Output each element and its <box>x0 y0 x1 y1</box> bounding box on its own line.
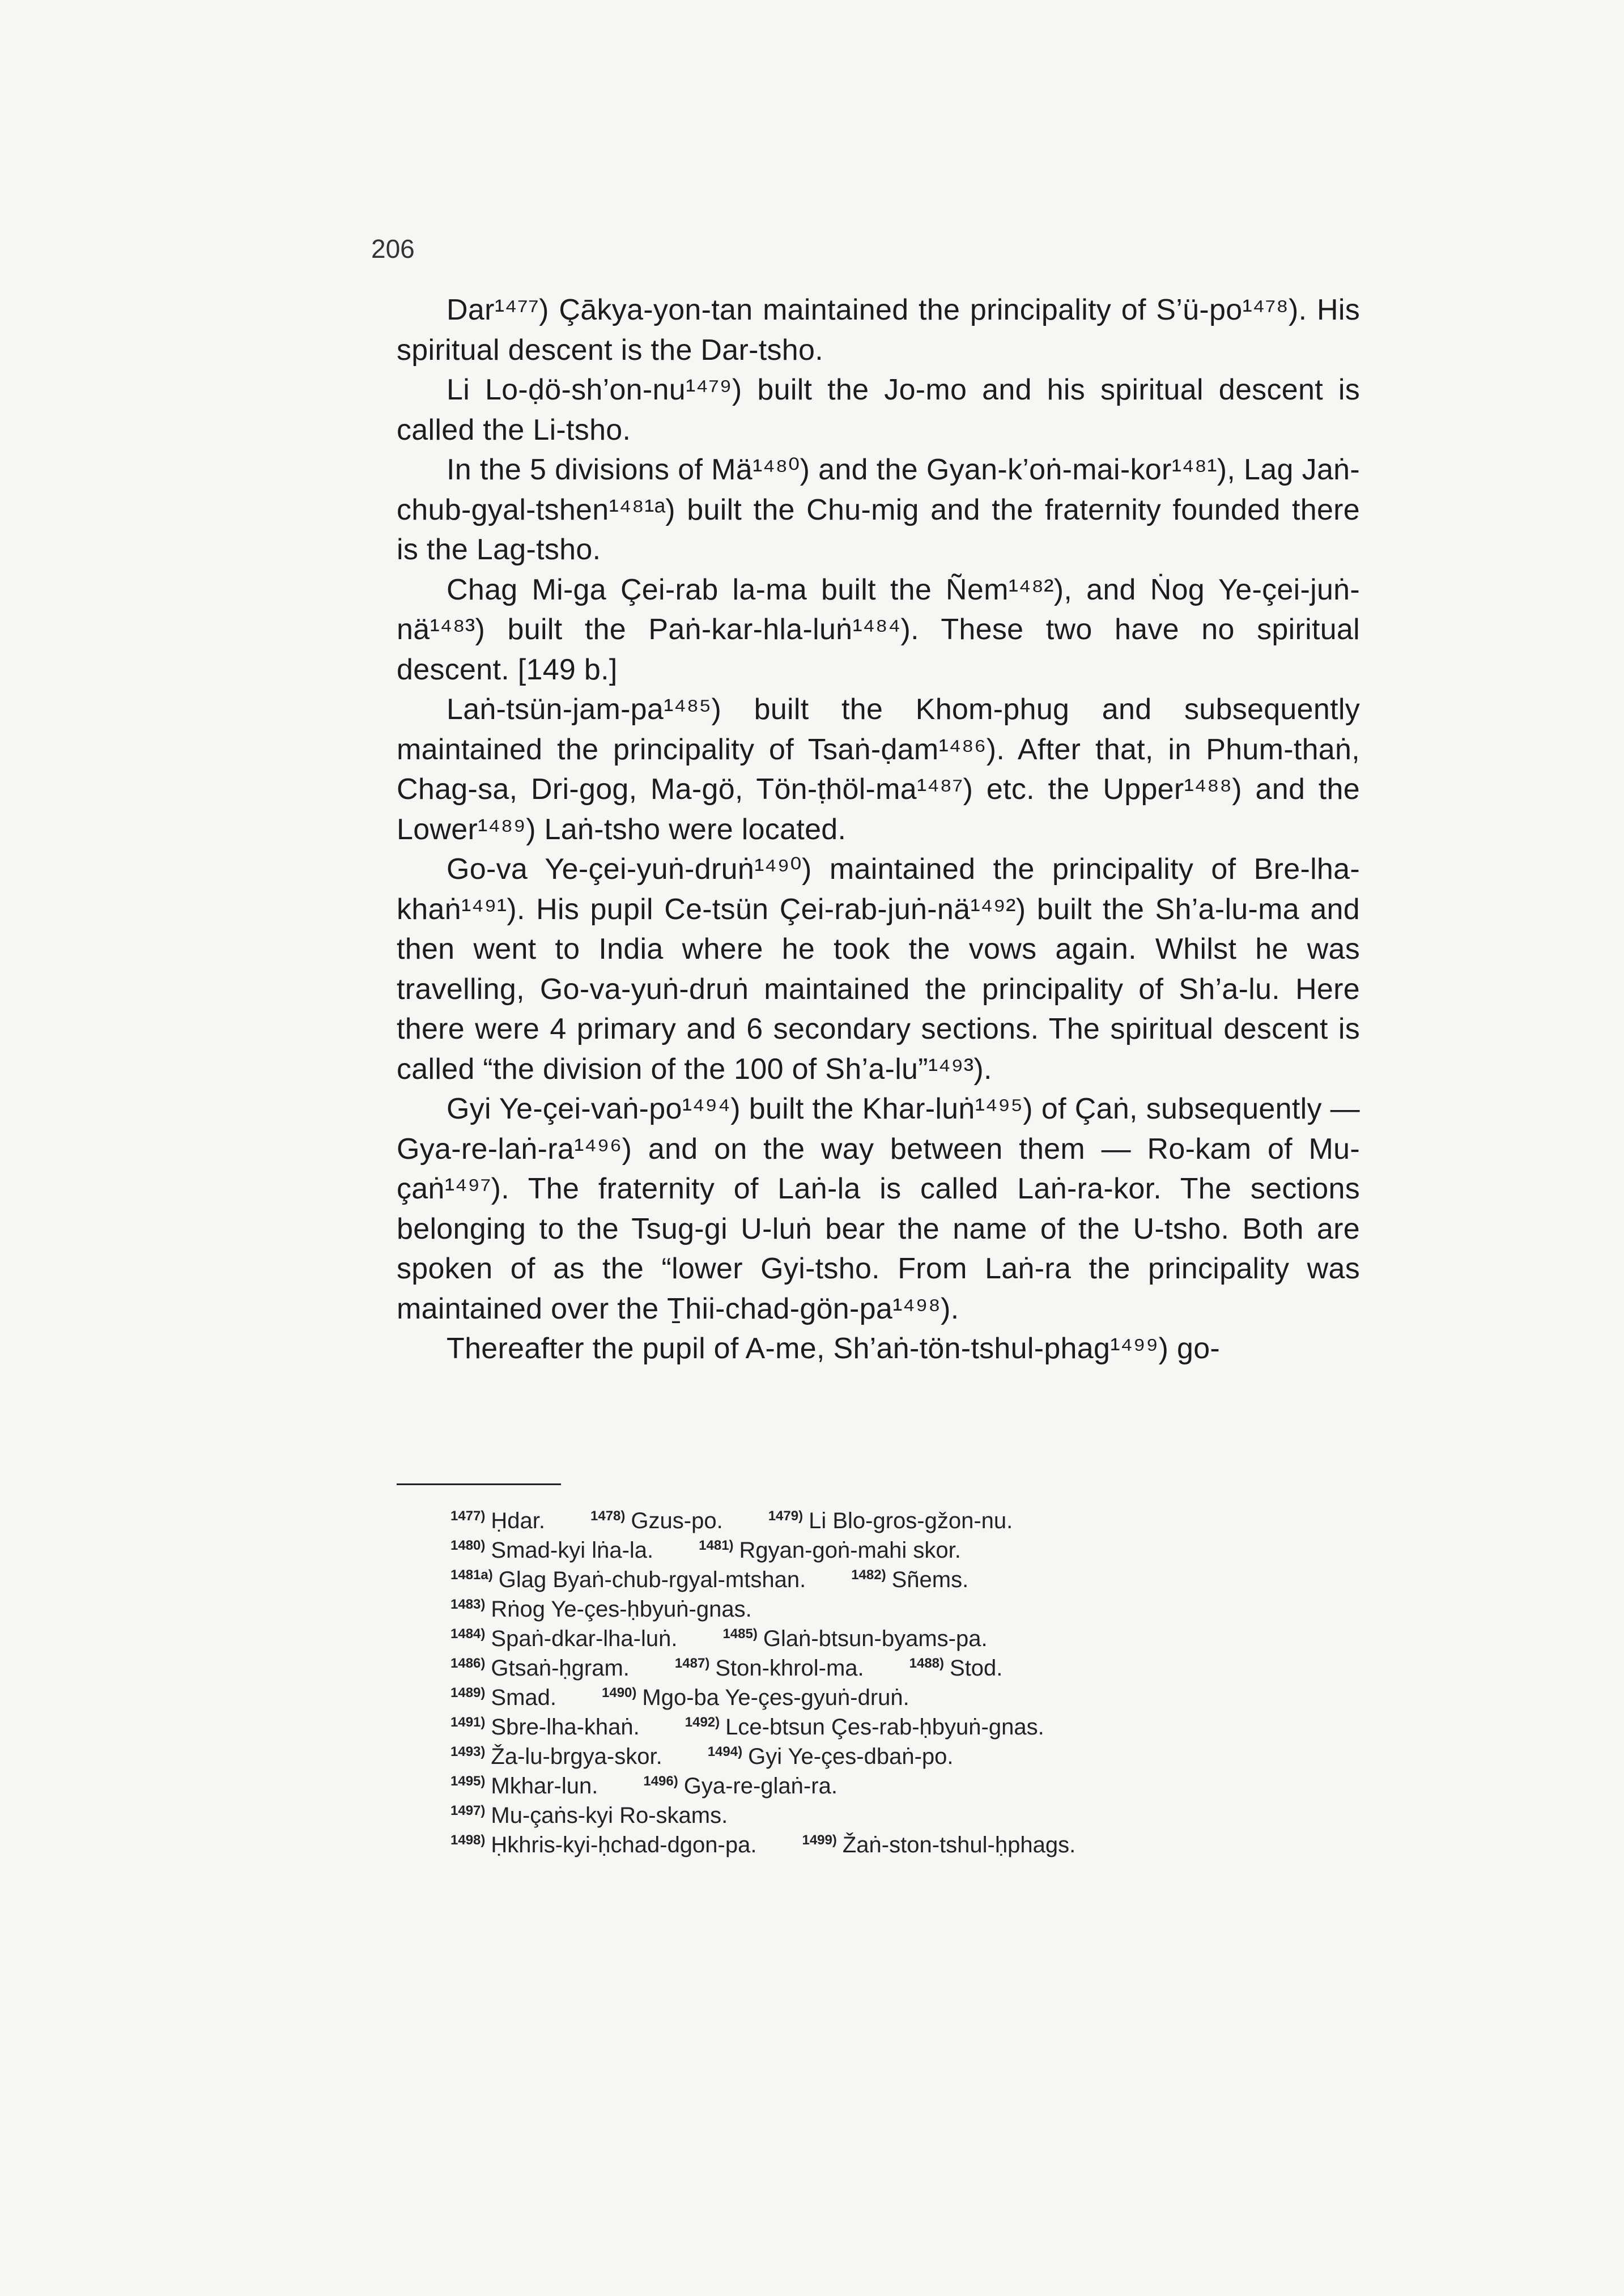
footnote-text: Mgo-ba Ye-çes-gyuṅ-druṅ. <box>642 1685 909 1710</box>
footnote-line <box>450 1649 1334 1681</box>
footnote-number: 1495) <box>450 1774 486 1789</box>
footnote-text: Mu-çaṅs-kyi Ro-skams. <box>491 1803 728 1828</box>
footnote-text: Smad-kyi lṅa-la. <box>491 1538 654 1563</box>
footnote <box>722 1619 987 1653</box>
footnote-text: Mkhar-lun. <box>491 1774 598 1798</box>
footnote-line <box>450 1826 1334 1855</box>
footnote <box>590 1502 723 1536</box>
paragraph: Dar¹⁴⁷⁷) Çākya-yon-tan maintained the principality of S’ü-po¹⁴⁷⁸). His spiritual descent is the Dar-tsho. <box>397 294 1360 367</box>
footnotes <box>450 1502 1334 1855</box>
footnote-text: Ḥdar. <box>491 1508 545 1533</box>
footnote <box>450 1561 806 1595</box>
footnote-text: Gya-re-glaṅ-ra. <box>683 1774 837 1798</box>
footnote-text: Li Blo-gros-gžon-nu. <box>809 1508 1013 1533</box>
body-text <box>397 290 1360 1369</box>
footnote <box>802 1826 1075 1860</box>
footnote <box>699 1531 961 1565</box>
paragraph: Li Lo-ḍö-sh’on-nu¹⁴⁷⁹) built the Jo-mo and his spiritual descent is called the Li-tsho. <box>397 373 1360 447</box>
paragraph: Chag Mi-ga Çei-rab la-ma built the Ñem¹⁴⁸²), and Ṅog Ye-çei-juṅ-nä¹⁴⁸³) built the Paṅ-kar-hla-luṅ¹⁴⁸⁴). These two have no spiritual descent. [149 b.] <box>397 573 1360 686</box>
footnote-number: 1484) <box>450 1626 486 1642</box>
footnote <box>450 1619 677 1653</box>
footnote <box>450 1796 728 1830</box>
footnote <box>851 1561 968 1595</box>
footnote-number: 1494) <box>707 1744 743 1759</box>
footnote <box>643 1767 837 1801</box>
footnote <box>602 1678 909 1712</box>
footnote-text: Gyi Ye-çes-dbaṅ-po. <box>748 1744 954 1769</box>
footnote-number: 1483) <box>450 1597 486 1612</box>
footnote-number: 1499) <box>802 1832 837 1848</box>
footnote-number: 1498) <box>450 1832 486 1848</box>
footnote-line <box>450 1678 1334 1708</box>
footnote-text: Gtsaṅ-ḥgram. <box>491 1656 630 1681</box>
footnote-number: 1481a) <box>450 1567 493 1583</box>
footnote-number: 1485) <box>722 1626 758 1642</box>
footnote-line <box>450 1708 1334 1740</box>
footnote-number: 1478) <box>590 1508 626 1524</box>
footnote-text: Gzus-po. <box>631 1508 723 1533</box>
footnote-line <box>450 1502 1334 1531</box>
footnote-text: Lce-btsun Çes-rab-ḥbyuṅ-gnas. <box>725 1715 1044 1740</box>
footnote-text: Glag Byaṅ-chub-rgyal-mtshan. <box>498 1567 806 1592</box>
footnote-number: 1493) <box>450 1744 486 1759</box>
footnote <box>450 1649 630 1683</box>
footnote-number: 1488) <box>909 1656 945 1671</box>
footnote <box>450 1767 598 1801</box>
footnote-line <box>450 1737 1334 1767</box>
footnote-number: 1482) <box>851 1567 886 1583</box>
footnote-number: 1477) <box>450 1508 486 1524</box>
footnote-number: 1481) <box>699 1538 734 1553</box>
footnote-text: Smad. <box>491 1685 556 1710</box>
footnote <box>450 1708 640 1742</box>
paragraph: Thereafter the pupil of A-me, Sh’aṅ-tön-tshul-phag¹⁴⁹⁹) go- <box>447 1332 1221 1365</box>
footnote-text: Sñems. <box>891 1567 969 1592</box>
footnote-number: 1489) <box>450 1685 486 1700</box>
footnote-line <box>450 1561 1334 1590</box>
footnote-number: 1487) <box>674 1656 710 1671</box>
footnote-text: Ža-lu-brgya-skor. <box>491 1744 662 1769</box>
page-number: 206 <box>371 234 415 263</box>
footnote-number: 1490) <box>602 1685 637 1700</box>
footnote <box>909 1649 1003 1683</box>
footnote <box>450 1590 752 1624</box>
footnote-text: Sbre-lha-khaṅ. <box>491 1715 640 1740</box>
footnote-number: 1486) <box>450 1656 486 1671</box>
footnote-divider <box>397 1483 561 1485</box>
footnote-number: 1497) <box>450 1803 486 1818</box>
footnote-text: Rgyan-goṅ-mahi skor. <box>739 1538 961 1563</box>
footnote-text: Rṅog Ye-çes-ḥbyuṅ-gnas. <box>491 1597 752 1622</box>
footnote <box>708 1737 954 1771</box>
footnote-text: Stod. <box>950 1656 1003 1681</box>
footnote-number: 1492) <box>685 1715 720 1730</box>
footnote <box>450 1531 653 1565</box>
footnote <box>768 1502 1013 1536</box>
footnote <box>450 1502 545 1536</box>
footnote-number: 1480) <box>450 1538 486 1553</box>
footnote <box>675 1649 864 1683</box>
footnote-text: Žaṅ-ston-tshul-ḥphags. <box>842 1832 1076 1857</box>
footnote <box>685 1708 1044 1742</box>
paragraph: Laṅ-tsün-jam-pa¹⁴⁸⁵) built the Khom-phug and subsequently maintained the principality of Tsaṅ-ḍam¹⁴⁸⁶). After that, in Phum-thaṅ, Chag-sa, Dri-gog, Ma-gö, Tön-ṭhöl-ma¹⁴⁸⁷) etc. the Upper¹⁴⁸⁸) and the Lower¹⁴⁸⁹) Laṅ-tsho were located. <box>397 693 1360 846</box>
footnote-line <box>450 1531 1334 1561</box>
footnote <box>450 1737 662 1771</box>
footnote-number: 1496) <box>643 1774 678 1789</box>
footnote <box>450 1826 756 1860</box>
footnote-number: 1479) <box>768 1508 804 1524</box>
footnote-line <box>450 1619 1334 1649</box>
footnote-text: Spaṅ-dkar-lha-luṅ. <box>491 1626 678 1651</box>
footnote-text: Glaṅ-btsun-byams-pa. <box>763 1626 988 1651</box>
paragraph: Go-va Ye-çei-yuṅ-druṅ¹⁴⁹⁰) maintained the principality of Bre-lha-khaṅ¹⁴⁹¹). His pupil Ce-tsün Çei-rab-juṅ-nä¹⁴⁹²) built the Sh’a-lu-ma and then went to India where he took the vows again. Whilst he was travelling, Go-va-yuṅ-druṅ maintained the principality of Sh’a-lu. Here there were 4 primary and 6 secondary sections. The spiritual descent is called “the division of the 100 of Sh’a-lu”¹⁴⁹³). <box>397 853 1360 1086</box>
footnote-number: 1491) <box>450 1715 486 1730</box>
paragraph: In the 5 divisions of Mä¹⁴⁸⁰) and the Gyan-k’oṅ-mai-kor¹⁴⁸¹), Lag Jaṅ-chub-gyal-tshen¹⁴⁸¹ᵃ) built the Chu-mig and the fraternity founded there is the Lag-tsho. <box>397 453 1360 566</box>
footnote-line <box>450 1796 1334 1826</box>
footnote-text: Ḥkhris-kyi-ḥchad-dgon-pa. <box>491 1832 757 1857</box>
footnote <box>450 1678 556 1712</box>
footnote-text: Ston-khrol-ma. <box>715 1656 864 1681</box>
paragraph: Gyi Ye-çei-vaṅ-po¹⁴⁹⁴) built the Khar-luṅ¹⁴⁹⁵) of Çaṅ, subsequently — Gya-re-laṅ-ra¹⁴⁹⁶) and on the way between them — Ro-kam of Mu-çaṅ¹⁴⁹⁷). The fraternity of Laṅ-la is called Laṅ-ra-kor. The sections belonging to the Tsug-gi U-luṅ bear the name of the U-tsho. Both are spoken of as the “lower Gyi-tsho. From Laṅ-ra the principality was maintained over the Ṯhii-chad-gön-pa¹⁴⁹⁸). <box>397 1092 1360 1325</box>
